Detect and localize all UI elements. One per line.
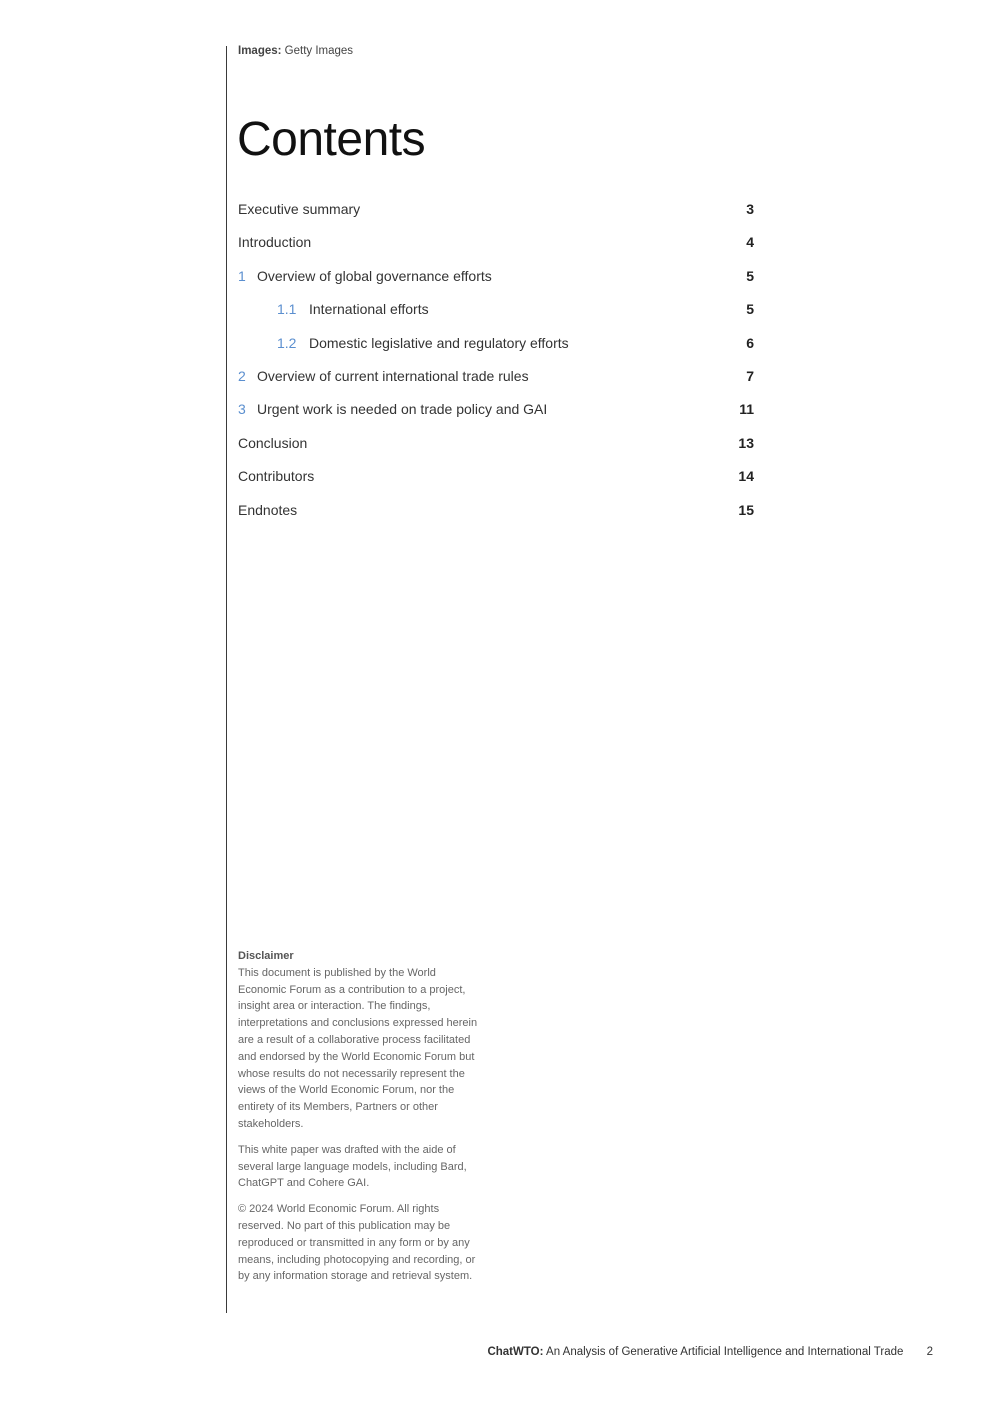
page-footer <box>487 1346 933 1358</box>
toc-entry[interactable] <box>238 297 754 330</box>
image-credit <box>238 45 353 57</box>
toc-entry-number: 1 <box>238 267 246 284</box>
toc-entry-label: Urgent work is needed on trade policy and GAI <box>257 401 548 418</box>
vertical-rule <box>226 46 227 1313</box>
toc-entry[interactable] <box>238 431 754 464</box>
toc-entry[interactable] <box>238 264 754 297</box>
toc-entry-page: 4 <box>746 234 754 251</box>
disclaimer <box>238 948 478 1294</box>
toc-entry-number: 2 <box>238 367 246 384</box>
toc-entry-label: Overview of global governance efforts <box>257 267 492 284</box>
toc-entry-label: Overview of current international trade rules <box>257 367 529 384</box>
toc-entry-page: 15 <box>738 501 754 518</box>
toc-entry[interactable] <box>238 230 754 263</box>
disclaimer-heading: Disclaimer <box>238 950 294 962</box>
disclaimer-paragraph-2: This white paper was drafted with the aide of several large language models, including Bard, ChatGPT and Cohere GAI. <box>238 1143 467 1190</box>
toc-entry-label: Executive summary <box>238 201 361 217</box>
image-credit-value: Getty Images <box>284 45 354 57</box>
disclaimer-paragraph-3: © 2024 World Economic Forum. All rights reserved. No part of this publication may be reproduced or transmitted in any form or by any means, including photocopying and recording, or by any information storage and retrieval system. <box>238 1203 476 1283</box>
page-title: Contents <box>237 113 426 166</box>
toc-entry[interactable] <box>238 464 754 497</box>
toc-entry-label: Domestic legislative and regulatory efforts <box>309 334 569 351</box>
toc-entry-number: 3 <box>238 401 246 418</box>
toc-entry-page: 11 <box>739 401 754 418</box>
footer-page-number: 2 <box>926 1346 933 1358</box>
toc-entry-page: 7 <box>746 367 754 384</box>
toc-entry-label: International efforts <box>309 301 429 318</box>
toc-entry-label: Conclusion <box>238 434 308 451</box>
table-of-contents <box>238 197 754 531</box>
toc-entry-label: Endnotes <box>238 501 298 518</box>
disclaimer-paragraph-1: This document is published by the World Economic Forum as a contribution to a project, insight area or interaction. The findings, interpretations and conclusions expressed herein are a result of a collaborative process facilitated and endorsed by the World Economic Forum but whose results do not necessarily represent the views of the World Economic Forum, nor the entirety of its Members, Partners or other stakeholders. <box>238 966 478 1130</box>
toc-entry-number: 1.2 <box>277 334 297 351</box>
toc-entry-number: 1.1 <box>277 301 297 318</box>
toc-entry-label: Introduction <box>238 234 312 251</box>
toc-entry-page: 5 <box>746 267 754 284</box>
toc-entry-label: Contributors <box>238 468 315 485</box>
toc-entry-page: 6 <box>746 334 754 351</box>
toc-entry[interactable] <box>238 197 754 230</box>
toc-entry-page: 3 <box>746 201 754 217</box>
footer-brand: ChatWTO: <box>487 1346 544 1358</box>
toc-entry-page: 13 <box>738 434 754 451</box>
toc-entry[interactable] <box>238 364 754 397</box>
toc-entry[interactable] <box>238 331 754 364</box>
footer-title: An Analysis of Generative Artificial Intelligence and International Trade <box>546 1346 904 1358</box>
image-credit-label: Images: <box>238 45 282 57</box>
toc-entry-page: 5 <box>746 301 754 318</box>
toc-entry[interactable] <box>238 397 754 430</box>
toc-entry[interactable] <box>238 498 754 531</box>
toc-entry-page: 14 <box>738 468 754 485</box>
